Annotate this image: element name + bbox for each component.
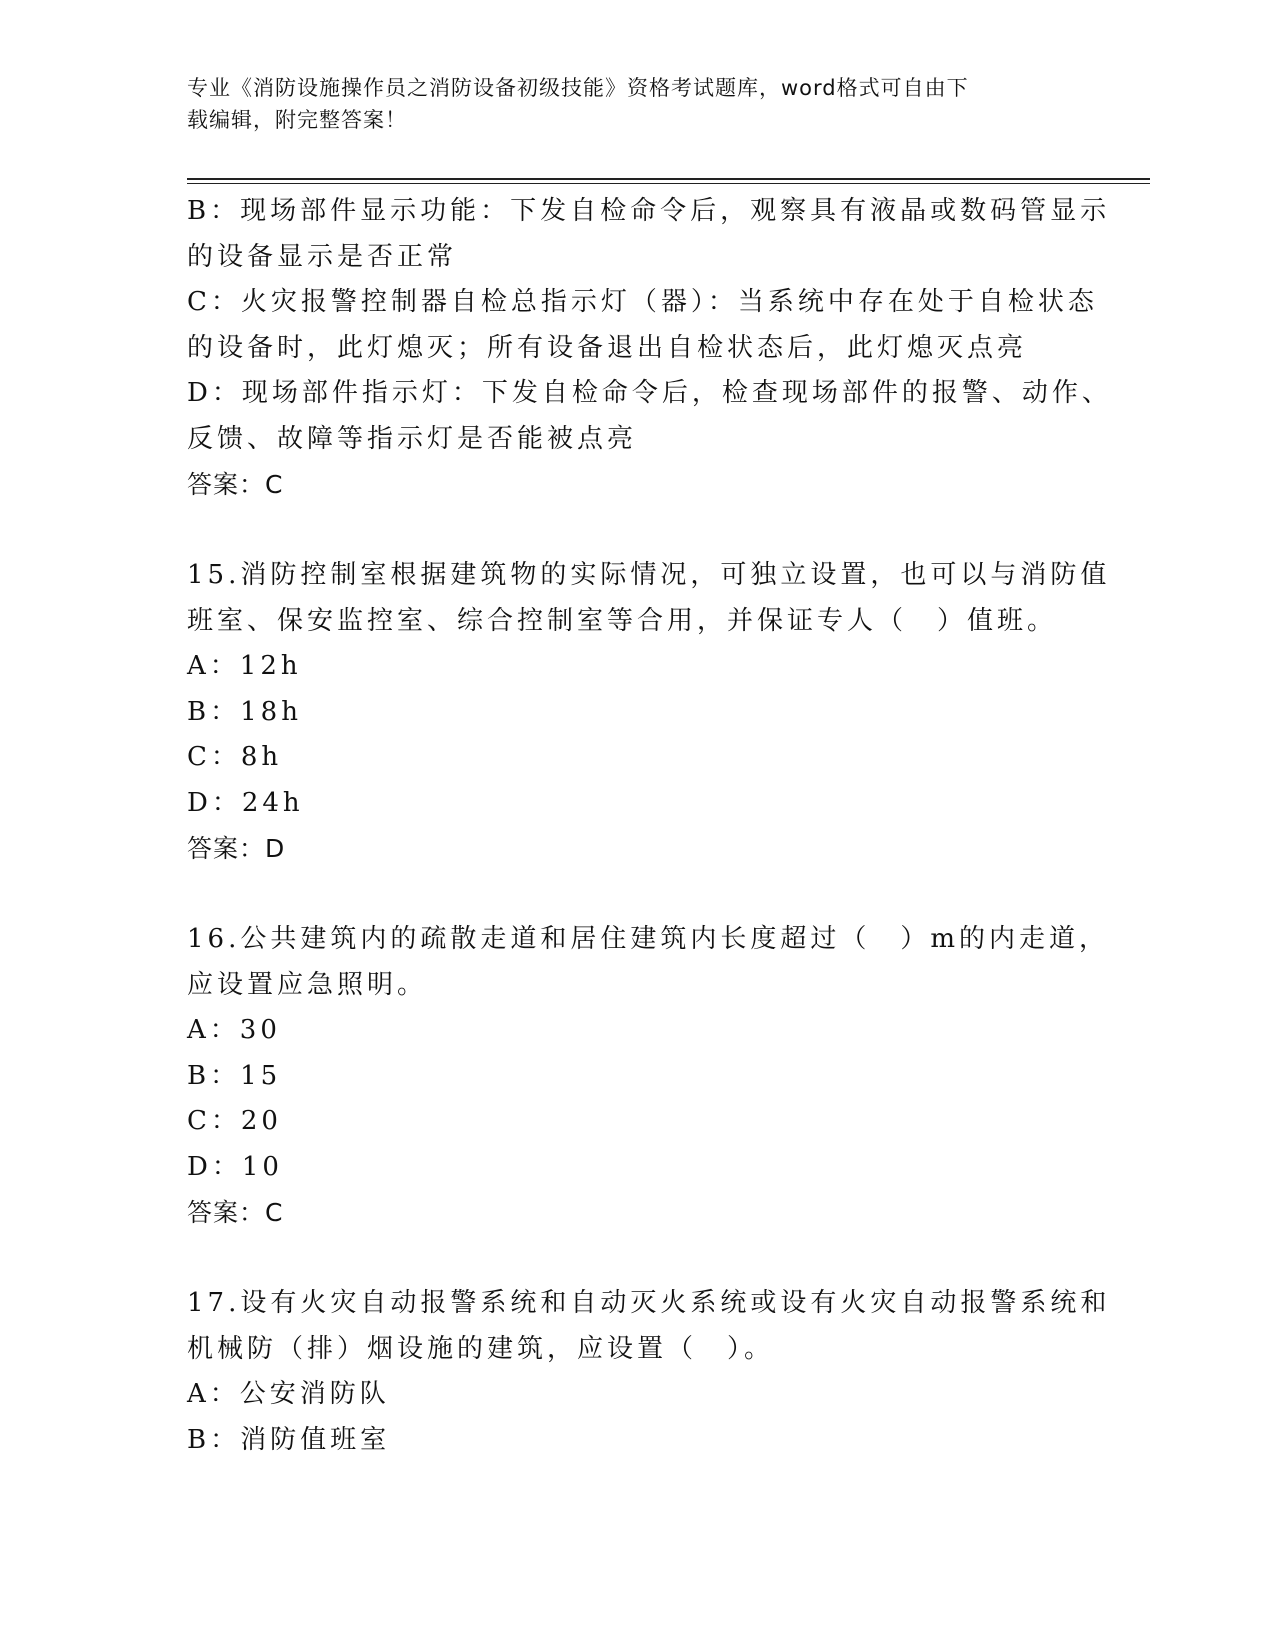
option-b: B：15	[187, 1060, 282, 1091]
question-stem-line-2: 应设置应急照明。	[187, 969, 428, 1000]
option-c: C：20	[187, 1106, 282, 1136]
question-stem-line-1: 16.公共建筑内的疏散走道和居住建筑内长度超过（ ）m的内走道，	[187, 924, 1110, 954]
question-stem-line-1: 15.消防控制室根据建筑物的实际情况，可独立设置，也可以与消防值	[187, 560, 1111, 590]
answer: 答案：D	[187, 834, 286, 863]
option-d: D：10	[187, 1151, 283, 1182]
answer: 答案：C	[187, 470, 284, 499]
option-d-line-2: 反馈、故障等指示灯是否能被点亮	[187, 423, 638, 454]
option-d: D：24h	[187, 787, 304, 818]
prev-question	[187, 189, 1112, 508]
option-b-line-1: B：现场部件显示功能：下发自检命令后，观察具有液晶或数码管显示	[187, 196, 1111, 226]
answer: 答案：C	[187, 1198, 284, 1227]
page-header	[187, 72, 1067, 136]
option-b-line-2: 的设备显示是否正常	[187, 241, 458, 272]
option-d-line-1: D：现场部件指示灯：下发自检命令后，检查现场部件的报警、动作、	[187, 378, 1112, 408]
option-a: A：30	[187, 1015, 281, 1045]
header-divider-thin	[187, 183, 1150, 184]
option-b: B：消防值班室	[187, 1424, 391, 1455]
question-17	[187, 1281, 1111, 1463]
option-c: C：8h	[187, 742, 283, 772]
option-a: A：公安消防队	[187, 1379, 390, 1409]
option-a: A：12h	[187, 651, 302, 681]
header-line-1: 专业《消防设施操作员之消防设备初级技能》资格考试题库，word格式可自由下	[187, 76, 969, 100]
question-stem-line-1: 17.设有火灾自动报警系统和自动灭火系统或设有火灾自动报警系统和	[187, 1288, 1111, 1318]
option-c-line-1: C：火灾报警控制器自检总指示灯（器）：当系统中存在处于自检状态	[187, 287, 1098, 317]
option-b: B：18h	[187, 696, 302, 727]
header-divider-thick	[187, 178, 1150, 180]
header-line-2: 载编辑，附完整答案！	[187, 108, 407, 132]
option-c-line-2: 的设备时，此灯熄灭；所有设备退出自检状态后，此灯熄灭点亮	[187, 332, 1028, 363]
question-16	[187, 917, 1110, 1236]
question-stem-line-2: 机械防（排）烟设施的建筑，应设置（ ）。	[187, 1333, 775, 1364]
question-content	[187, 189, 1112, 1463]
question-stem-line-2: 班室、保安监控室、综合控制室等合用，并保证专人（ ）值班。	[187, 605, 1058, 636]
question-15	[187, 553, 1111, 872]
